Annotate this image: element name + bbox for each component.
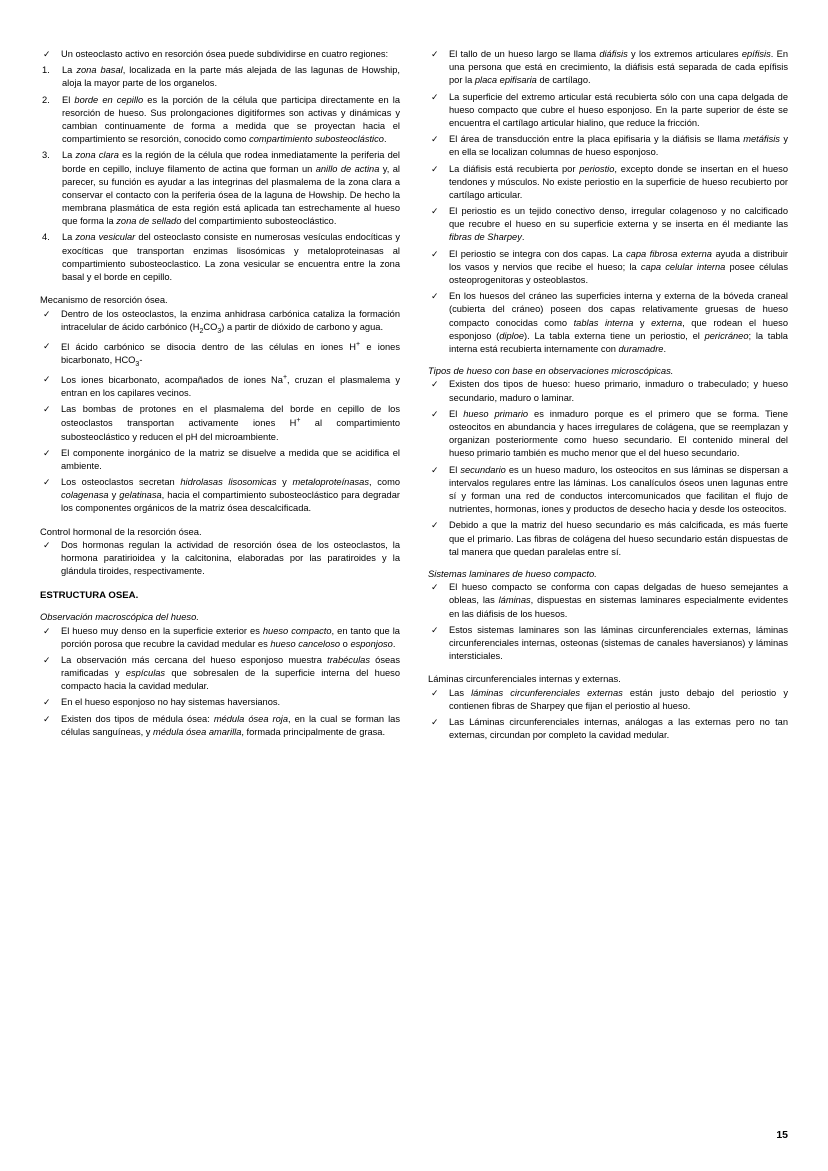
list-item: [40, 539, 400, 579]
list-item: [428, 91, 788, 131]
list-item-text: Las láminas circunferenciales externas están justo debajo del periostio y contienen fibras de Sharpey que fijan el periostio al hueso.: [449, 687, 788, 711]
list-item-text: La observación más cercana del hueso esponjoso muestra trabéculas óseas ramificadas y espículas que sobresalen de la superficie interna del hueso compacto hacia la cavidad medular.: [61, 654, 401, 692]
check-icon: ✓: [43, 625, 51, 636]
check-icon: ✓: [43, 697, 51, 708]
check-icon: ✓: [431, 717, 439, 728]
subsection-heading-observacion: Observación macroscópica del hueso.: [40, 611, 199, 623]
list-item-text: La zona vesicular del osteoclasto consiste en numerosas vesículas endocíticas y exocíticas que transportan enzimas lisosómicas y metaloproteinasas al compartimiento subosteoclastico. La zona vesicular se encuentra entre la zona basal y el borde en cepillo.: [62, 232, 400, 282]
right-column: [428, 48, 788, 745]
list-item: [428, 163, 788, 203]
check-icon: ✓: [431, 582, 439, 593]
check-icon: ✓: [431, 408, 439, 419]
list-item: [40, 625, 400, 651]
list-item: [428, 581, 788, 621]
list-item: [428, 624, 788, 664]
list-item: [40, 231, 400, 284]
list-item-text: La diáfisis está recubierta por periostio, excepto donde se insertan en el hueso tendones y músculos. No existe periostio en la superficie de hueso recubierto por cartílago articular.: [449, 163, 788, 200]
list-item-text: Estos sistemas laminares son las láminas circunferenciales externas, láminas circunferenciales internas, osteonas (sistemas de canales haversianos) y láminas intersticiales.: [449, 624, 788, 662]
check-icon: ✓: [431, 91, 439, 102]
tipos-list: [428, 378, 788, 558]
list-marker: 3.: [42, 150, 50, 161]
list-item-text: La zona basal, localizada en la parte más alejada de las lagunas de Howship, aloja la mayor parte de los organelos.: [62, 65, 400, 89]
list-item: [428, 408, 788, 461]
section-heading-control: Control hormonal de la resorción ósea.: [40, 525, 202, 537]
list-item-text: El secundario es un hueso maduro, los osteocitos en sus láminas se dispersan a intervalos regulares entre las láminas. Los canalículos óseos unen lagunas entre sí y forman una red de conductos intercomunicados que facilitan el flujo de nutrientes, hormonas, iones y productos de desecho hacia y desde los osteocitos.: [449, 464, 788, 515]
osteoclasto-intro-list: [40, 48, 400, 61]
list-item-text: La zona clara es la región de la célula que rodea inmediatamente la periferia del borde en cepillo, incluye filamento de actina que forman un anillo de actina y, al parecer, su función es ayudar a las integrinas del plasmalema de la zona clara a conservar el contacto con la periferia ósea de la laguna de Howship. De hecho la membrana plasmática de esta región está aplicada tan estrechamente al hueso que forma la zona de sellado del compartimiento subosteoclástico.: [62, 150, 400, 227]
list-item-text: El hueso muy denso en la superficie exterior es hueso compacto, en tanto que la porción porosa que recubre la cavidad medular es hueso canceloso o esponjoso.: [61, 625, 400, 649]
estructura-list: [40, 625, 400, 740]
list-item-text: El tallo de un hueso largo se llama diáfisis y los extremos articulares epífisis. En una persona que está en crecimiento, la diáfisis está separada de cada epífisis por la placa epifisaria de cartílago.: [449, 49, 788, 86]
list-item: [40, 447, 400, 473]
list-marker: 2.: [42, 94, 50, 105]
check-icon: ✓: [431, 520, 439, 531]
mecanismo-list: [40, 308, 400, 516]
subsection-heading-sistemas: Sistemas laminares de hueso compacto.: [428, 567, 597, 579]
list-item: [428, 378, 788, 404]
section-heading-laminas: Láminas circunferenciales internas y externas.: [428, 673, 621, 685]
list-item: [40, 696, 400, 709]
check-icon: ✓: [43, 308, 51, 319]
list-item: [428, 133, 788, 159]
check-icon: ✓: [43, 447, 51, 458]
list-item-text: Dentro de los osteoclastos, la enzima anhidrasa carbónica cataliza la formación intracelular de ácido carbónico $(H_2CO_3)$ a partir de dióxido de carbono y agua.: [61, 308, 400, 335]
list-item: [40, 48, 400, 61]
check-icon: ✓: [43, 540, 51, 550]
list-item: [40, 149, 400, 228]
osteoclasto-regions-list: [40, 64, 400, 284]
list-item: [428, 248, 788, 288]
list-item-text: Las bombas de protones en el plasmalema del borde en cepillo de los osteoclastos transportan activamente iones H+ al compartimiento subosteoclástico y reducen el pH del microambiente.: [61, 404, 400, 442]
check-icon: ✓: [431, 379, 439, 390]
list-item-text: El periostio es un tejido conectivo denso, irregular colagenoso y no calcificado que recubre el hueso en su superficie externa y se inserta en él mediante las fibras de Sharpey.: [449, 206, 788, 243]
check-icon: ✓: [431, 163, 439, 174]
list-item-text: Los iones bicarbonato, acompañados de iones Na+, cruzan el plasmalema y entran en los capilares vecinos.: [61, 373, 400, 398]
list-item: [40, 403, 400, 444]
list-item: [40, 373, 400, 400]
list-item-text: En el hueso esponjoso no hay sistemas haversianos.: [61, 697, 281, 708]
check-icon: ✓: [431, 624, 439, 635]
list-item-text: Un osteoclasto activo en resorción ósea puede subdividirse en cuatro regiones:: [61, 49, 389, 59]
list-item: [428, 290, 788, 356]
subsection-heading-tipos: Tipos de hueso con base en observaciones microscópicas.: [428, 365, 674, 377]
list-item: [428, 48, 788, 88]
section-heading-estructura: ESTRUCTURA OSEA.: [40, 589, 139, 601]
check-icon: ✓: [43, 49, 51, 59]
check-icon: ✓: [431, 464, 439, 475]
two-column-layout: [40, 48, 788, 745]
list-marker: 4.: [42, 232, 50, 243]
check-icon: ✓: [431, 687, 439, 698]
list-item-text: El periostio se integra con dos capas. La capa fibrosa externa ayuda a distribuir los vasos y nervios que recibe el hueso; la capa celular interna posee células osteoprogenitoras y osteoblastos.: [449, 248, 789, 285]
check-icon: ✓: [43, 713, 51, 724]
check-icon: ✓: [431, 134, 439, 145]
check-icon: ✓: [43, 654, 51, 665]
list-item: [428, 716, 788, 742]
check-icon: ✓: [431, 49, 439, 59]
list-item: [428, 687, 788, 713]
list-item: [428, 519, 788, 559]
laminas-list: [428, 687, 788, 743]
list-item: [40, 308, 400, 337]
check-icon: ✓: [431, 248, 439, 259]
left-column: [40, 48, 400, 745]
check-icon: ✓: [431, 206, 439, 217]
list-item: [40, 340, 400, 370]
list-item: [40, 94, 400, 147]
list-item-text: Dos hormonas regulan la actividad de resorción ósea de los osteoclastos, la hormona paratirioidea y la calcitonina, elaboradas por las paratiroides y la glándula tiroides, respectivamente.: [61, 540, 400, 577]
page-number: 15: [776, 1129, 788, 1142]
list-item-text: En los huesos del cráneo las superficies interna y externa de la bóveda craneal (cubierta del cráneo) poseen dos capas relativamente gruesas de hueso compacto conocidas como tablas interna y externa, que rodean el hueso esponjoso (diploe). La tabla externa tiene un periostio, el pericráneo; la tabla interna está recubierta internamente con duramadre.: [449, 291, 788, 354]
hueso-largo-list: [428, 48, 788, 356]
list-item-text: El borde en cepillo es la porción de la célula que participa directamente en la resorción de hueso. Sus prolongaciones digitiformes son activas y dinámicas y cambian continuamente de forma a medida que se proyectan hacia el compartimiento se resorción, conocido como compartimiento subosteoclástico.: [62, 94, 400, 145]
list-item: [40, 476, 400, 516]
check-icon: ✓: [43, 373, 51, 384]
list-item-text: Las Láminas circunferenciales internas, análogas a las externas pero no tan externas, circundan por completo la cavidad medular.: [449, 717, 788, 741]
check-icon: ✓: [431, 291, 439, 302]
list-item-text: El ácido carbónico se disocia dentro de las células en iones H+ e iones bicarbonato, $HCO_3-$: [61, 340, 401, 368]
sistemas-list: [428, 581, 788, 663]
list-item-text: Existen dos tipos de hueso: hueso primario, inmaduro o trabeculado; y hueso secundario, maduro o laminar.: [449, 379, 788, 403]
section-heading-mecanismo: Mecanismo de resorción ósea.: [40, 294, 168, 306]
list-item: [428, 205, 788, 245]
list-item: [40, 713, 400, 739]
list-item-text: Los osteoclastos secretan hidrolasas lisosomicas y metaloproteínasas, como colagenasa y gelatinasa, hacia el compartimiento subosteoclástico para degradar los componentes orgánicos de la matriz ósea descalcificada.: [61, 477, 400, 514]
list-marker: 1.: [42, 65, 50, 76]
list-item-text: Existen dos tipos de médula ósea: médula ósea roja, en la cual se forman las células sanguíneas, y médula ósea amarilla, formada principalmente de grasa.: [61, 713, 400, 737]
list-item: [40, 64, 400, 90]
list-item: [40, 654, 400, 694]
control-list: [40, 539, 400, 579]
list-item: [428, 464, 788, 517]
list-item-text: El hueso compacto se conforma con capas delgadas de hueso semejantes a obleas, las láminas, dispuestas en sistemas laminares especialmente evidentes en las diáfisis de los huesos.: [449, 582, 788, 619]
list-item-text: El componente inorgánico de la matriz se disuelve a medida que se acidifica el ambiente.: [61, 447, 400, 471]
list-item-text: La superficie del extremo articular está recubierta sólo con una capa delgada de hueso compacto que cubre el hueso esponjoso. En la parte superior de éste se encuentra el cartílago articular hialino, que reduce la fricción.: [449, 91, 788, 128]
check-icon: ✓: [43, 404, 51, 415]
list-item-text: El hueso primario es inmaduro porque es el primero que se forma. Tiene osteocitos en abundancia y haces irregulares de colágena, que se reemplazan y organizan posteriormente como hueso secundario. El contenido mineral del hueso primario también es mucho menor que el del hueso secundario.: [449, 408, 789, 459]
check-icon: ✓: [43, 477, 51, 488]
list-item-text: El área de transducción entre la placa epifisaria y la diáfisis se llama metáfisis y en ella se localizan columnas de hueso esponjoso.: [449, 134, 788, 158]
list-item-text: Debido a que la matriz del hueso secundario es más calcificada, es más fuerte que el primario. Las fibras de colágena del hueso secundario están dispuestas de tal manera que quedan paralelas entre sí.: [449, 520, 788, 557]
check-icon: ✓: [43, 340, 51, 351]
